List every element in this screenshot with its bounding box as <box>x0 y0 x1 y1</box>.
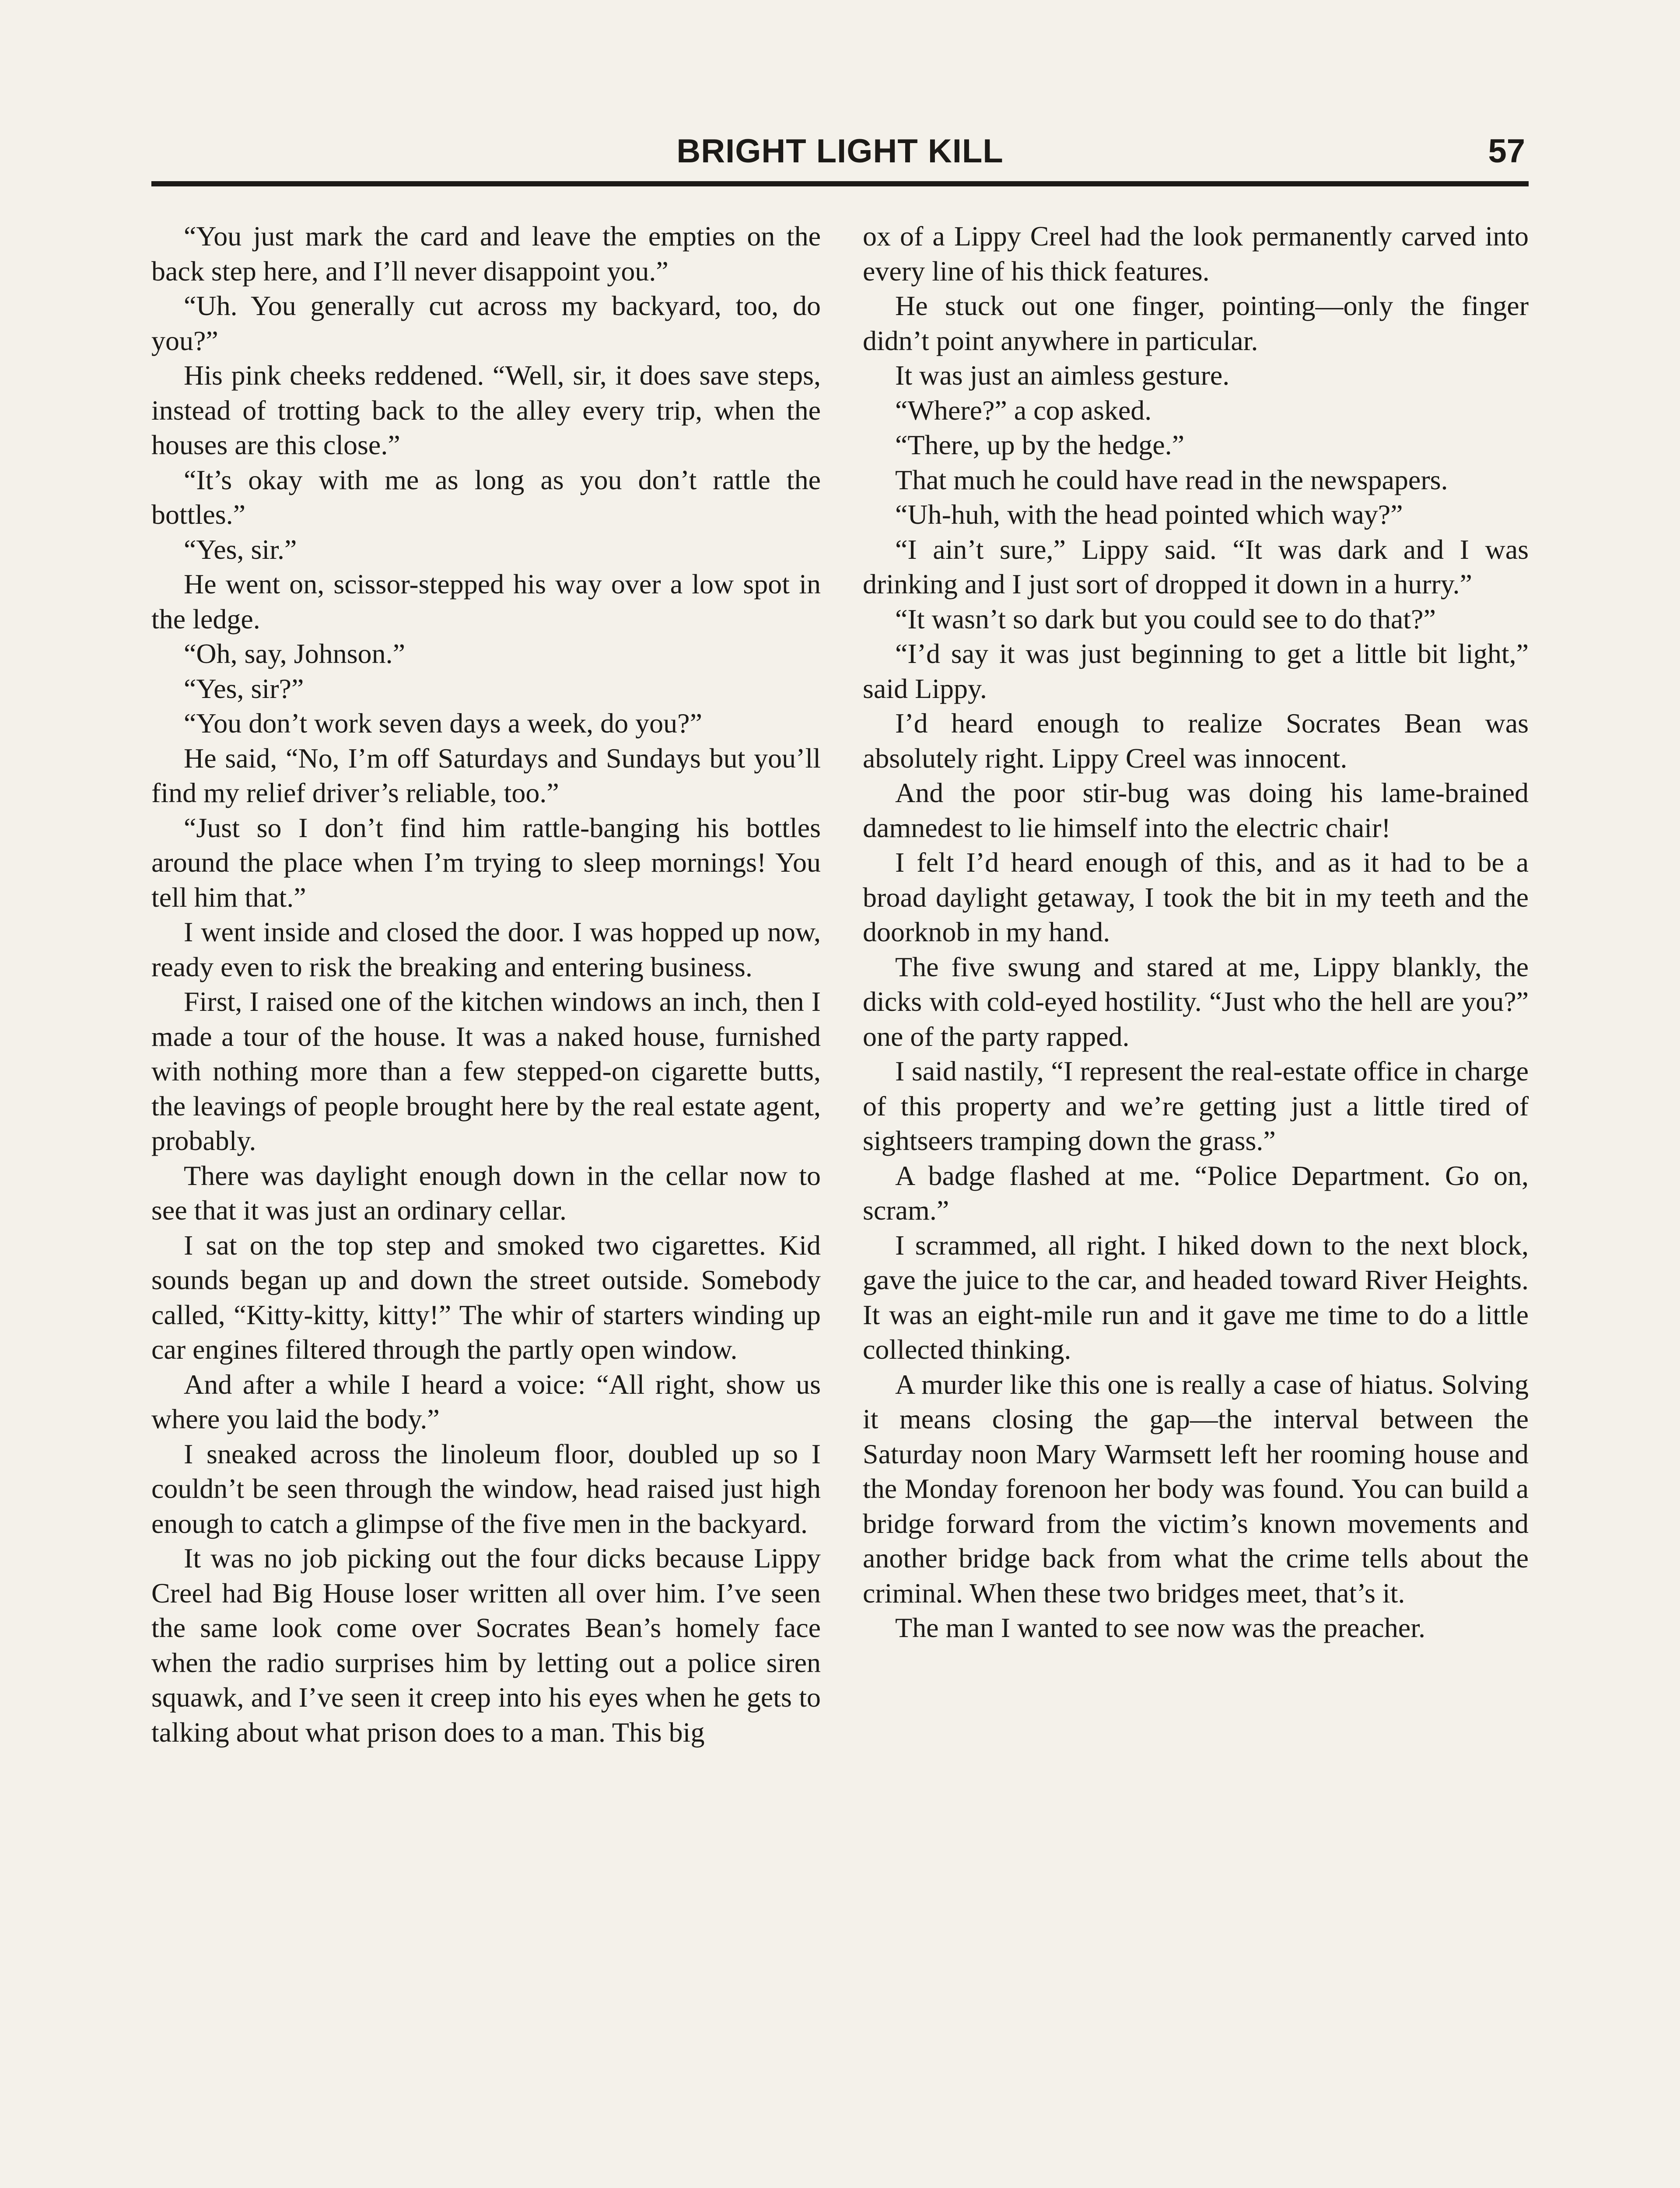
paragraph: A murder like this one is really a case of hiatus. Solving it means closing the gap—the interval between the Saturday noon Mary Warmsett left her rooming house and the Monday forenoon her body was found. You can build a bridge forward from the victim’s known movements and another bridge back from what the crime tells about the criminal. When these two bridges meet, that’s it. <box>863 1368 1529 1609</box>
story-title: BRIGHT LIGHT KILL <box>676 133 1004 170</box>
paragraph: “Where?” a cop asked. <box>895 394 1152 426</box>
paragraph: “I’d say it was just beginning to get a little bit light,” said Lippy. <box>863 638 1529 704</box>
continued-paragraph: ox of a Lippy Creel had the look permanently carved into every line of his thick features. <box>863 221 1529 287</box>
paragraph: That much he could have read in the newspapers. <box>895 464 1448 495</box>
paragraph: I sneaked across the linoleum floor, doubled up so I couldn’t be seen through the window, head raised just high enough to catch a glimpse of the five men in the backyard. <box>151 1438 821 1539</box>
paragraph: I said nastily, “I represent the real-estate office in charge of this property and we’re getting just a little tired of sightseers tramping down the grass.” <box>863 1055 1529 1156</box>
paragraph: “It wasn’t so dark but you could see to do that?” <box>895 603 1436 635</box>
paragraph: And after a while I heard a voice: “All right, show us where you laid the body.” <box>151 1368 821 1434</box>
paragraph: “You just mark the card and leave the empties on the back step here, and I’ll never disappoint you.” <box>151 221 821 287</box>
paragraph: I scrammed, all right. I hiked down to the next block, gave the juice to the car, and headed toward River Heights. It was an eight-mile run and it gave me time to do a little collected thinking. <box>863 1229 1529 1365</box>
running-header <box>151 128 1529 180</box>
paragraph: “Just so I don’t find him rattle-banging his bottles around the place when I’m trying to sleep mornings! You tell him that.” <box>151 812 821 913</box>
paragraph: It was just an aimless gesture. <box>895 360 1230 391</box>
header-rule <box>151 181 1529 186</box>
paragraph: “It’s okay with me as long as you don’t rattle the bottles.” <box>151 464 821 530</box>
page-number: 57 <box>1488 133 1525 170</box>
right-text-column <box>863 219 1529 2188</box>
paragraph: I felt I’d heard enough of this, and as it had to be a broad daylight getaway, I took the bit in my teeth and the doorknob in my hand. <box>863 847 1529 947</box>
paragraph: The man I wanted to see now was the preacher. <box>895 1612 1425 1643</box>
paragraph: There was daylight enough down in the cellar now to see that it was just an ordinary cellar. <box>151 1160 821 1226</box>
paragraph: “Yes, sir.” <box>184 533 297 565</box>
paragraph: “Oh, say, Johnson.” <box>184 638 405 669</box>
paragraph: First, I raised one of the kitchen windows an inch, then I made a tour of the house. It was a naked house, furnished with nothing more than a few stepped-on cigarette butts, the leavings of people brought here by the real estate agent, probably. <box>151 986 821 1156</box>
paragraph: His pink cheeks reddened. “Well, sir, it does save steps, instead of trotting back to the alley every trip, when the houses are this close.” <box>151 360 821 460</box>
paragraph: “Uh. You generally cut across my backyard, too, do you?” <box>151 290 821 356</box>
paragraph: He stuck out one finger, pointing—only the finger didn’t point anywhere in particular. <box>863 290 1529 356</box>
paragraph: And the poor stir-bug was doing his lame-brained damnedest to lie himself into the electric chair! <box>863 777 1529 843</box>
paragraph: “Uh-huh, with the head pointed which way?” <box>895 499 1403 530</box>
paragraph: I went inside and closed the door. I was hopped up now, ready even to risk the breaking and entering business. <box>151 916 821 982</box>
paragraph: “I ain’t sure,” Lippy said. “It was dark and I was drinking and I just sort of dropped it down in a hurry.” <box>863 533 1529 600</box>
paragraph: A badge flashed at me. “Police Department. Go on, scram.” <box>863 1160 1529 1226</box>
paragraph: “Yes, sir?” <box>184 673 304 704</box>
paragraph: “You don’t work seven days a week, do you?” <box>184 708 702 739</box>
paragraph: “There, up by the hedge.” <box>895 429 1185 460</box>
paragraph: It was no job picking out the four dicks because Lippy Creel had Big House loser written all over him. I’ve seen the same look come over Socrates Bean’s homely face when the radio surprises him by letting out a police siren squawk, and I’ve seen it creep into his eyes when he gets to talking about what prison does to a man. This big <box>151 1543 821 1748</box>
paragraph: The five swung and stared at me, Lippy blankly, the dicks with cold-eyed hostility. “Just who the hell are you?” one of the party rapped. <box>863 951 1529 1052</box>
paragraph: He said, “No, I’m off Saturdays and Sundays but you’ll find my relief driver’s reliable, too.” <box>151 742 821 808</box>
paragraph: I’d heard enough to realize Socrates Bean was absolutely right. Lippy Creel was innocent. <box>863 708 1529 774</box>
paragraph: I sat on the top step and smoked two cigarettes. Kid sounds began up and down the street outside. Somebody called, “Kitty-kitty, kitty!” The whir of starters winding up car engines filtered through the partly open window. <box>151 1229 821 1365</box>
left-text-column <box>151 219 821 2188</box>
paragraph: He went on, scissor-stepped his way over a low spot in the ledge. <box>151 568 821 635</box>
